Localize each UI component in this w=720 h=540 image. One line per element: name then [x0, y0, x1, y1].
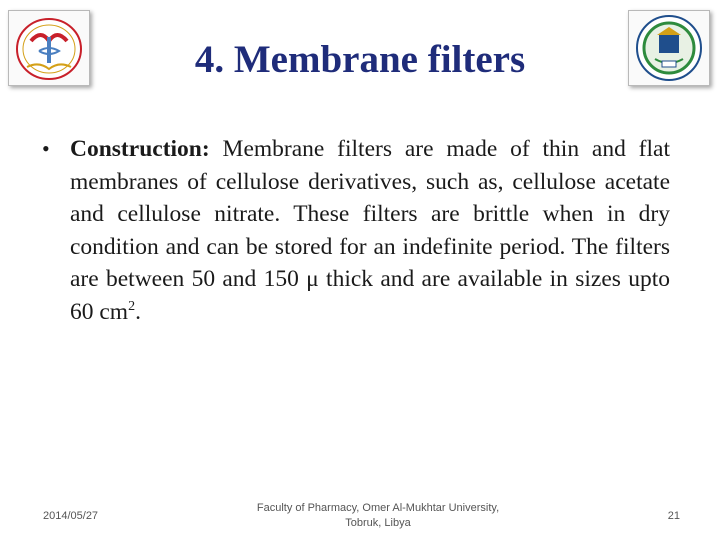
faculty-logo-icon — [9, 11, 89, 85]
footer-institution — [230, 501, 526, 531]
slide-title: 4. Membrane filters — [194, 38, 526, 81]
footer-institution-line1: Faculty of Pharmacy, Omer Al-Mukhtar University, — [256, 502, 500, 514]
bullet-superscript: 2 — [128, 299, 136, 315]
bullet-label: Construction: — [70, 136, 210, 162]
university-logo — [628, 10, 710, 86]
bullet-body: Membrane filters are made of thin and flat membranes of cellulose derivatives, such as, cellulose acetate and cellulose nitrate. These filters are brittle when in dry condition and can be stored for an indefinite period. The filters are between 50 and 150 μ thick and are available in sizes upto 60 cm — [70, 136, 670, 325]
bullet-item — [42, 133, 670, 329]
bullet-end: . — [135, 298, 141, 325]
footer-date: 2014/05/27 — [43, 510, 99, 522]
faculty-logo — [8, 10, 90, 86]
bullet-icon: • — [42, 136, 50, 161]
bullet-text — [70, 133, 670, 329]
footer-institution-line2: Tobruk, Libya — [345, 517, 411, 529]
page-number: 21 — [667, 510, 680, 522]
university-seal-icon — [629, 11, 709, 85]
